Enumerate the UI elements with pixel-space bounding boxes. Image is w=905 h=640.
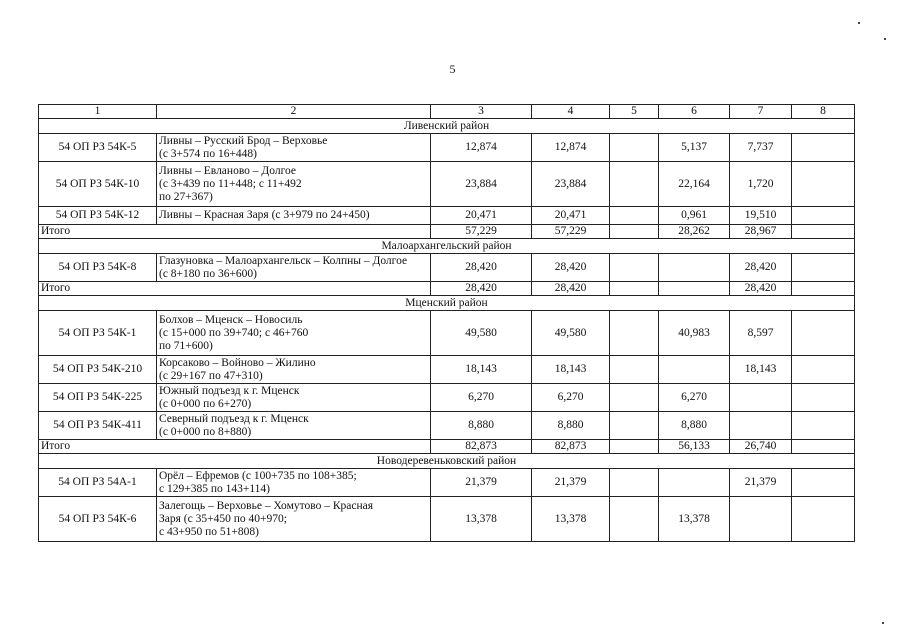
table-row (39, 412, 855, 440)
value-cell: 49,580 (431, 311, 532, 356)
total-value (610, 282, 659, 296)
section-row (39, 119, 855, 134)
road-name-line: Залегощь – Верховье – Хомутово – Красная (159, 499, 373, 512)
road-name (157, 254, 431, 282)
road-name-line: (с 8+180 по 36+600) (159, 267, 258, 280)
value-cell (792, 469, 855, 497)
header-cell: 4 (532, 105, 610, 119)
value-cell (730, 412, 792, 440)
section-row (39, 296, 855, 311)
value-cell (610, 311, 659, 356)
road-name-line: (с 3+574 по 16+448) (159, 147, 258, 160)
value-cell (792, 384, 855, 412)
header-cell: 7 (730, 105, 792, 119)
value-cell (792, 412, 855, 440)
road-name-line: Болхов – Мценск – Новосиль (159, 313, 303, 326)
road-name-line: Заря (с 35+450 по 40+970; (159, 512, 287, 525)
table-row (39, 254, 855, 282)
value-cell: 7,737 (730, 134, 792, 162)
total-value: 28,420 (431, 282, 532, 296)
value-cell (792, 497, 855, 542)
scan-speck (884, 38, 886, 40)
total-row (39, 282, 855, 296)
total-value: 28,967 (730, 225, 792, 239)
value-cell: 13,378 (431, 497, 532, 542)
header-cell: 6 (659, 105, 730, 119)
road-name-line: по 71+600) (159, 339, 213, 352)
value-cell (730, 497, 792, 542)
table-row (39, 311, 855, 356)
value-cell: 8,880 (659, 412, 730, 440)
value-cell (792, 207, 855, 225)
road-name (157, 207, 431, 225)
value-cell: 23,884 (532, 162, 610, 207)
value-cell: 40,983 (659, 311, 730, 356)
road-name-line: Ливны – Русский Брод – Верховье (159, 134, 328, 147)
value-cell: 28,420 (431, 254, 532, 282)
road-code: 54 ОП РЗ 54К-1 (39, 311, 157, 356)
value-cell: 21,379 (431, 469, 532, 497)
road-name-line: Глазуновка – Малоархангельск – Колпны – Долгое (159, 254, 408, 267)
value-cell: 13,378 (532, 497, 610, 542)
road-code: 54 ОП РЗ 54А-1 (39, 469, 157, 497)
road-name-line: по 27+367) (159, 190, 213, 203)
road-code: 54 ОП РЗ 54К-12 (39, 207, 157, 225)
value-cell (610, 254, 659, 282)
road-name-line: (с 15+000 по 39+740; с 46+760 (159, 326, 309, 339)
value-cell (659, 356, 730, 384)
value-cell: 49,580 (532, 311, 610, 356)
total-label: Итого (39, 440, 431, 454)
table-row (39, 356, 855, 384)
road-code: 54 ОП РЗ 54К-411 (39, 412, 157, 440)
road-name (157, 469, 431, 497)
total-value: 57,229 (532, 225, 610, 239)
road-name (157, 311, 431, 356)
road-name (157, 356, 431, 384)
value-cell: 12,874 (431, 134, 532, 162)
header-cell: 1 (39, 105, 157, 119)
value-cell: 8,597 (730, 311, 792, 356)
table-row (39, 207, 855, 225)
value-cell: 6,270 (659, 384, 730, 412)
total-value: 28,420 (532, 282, 610, 296)
value-cell: 1,720 (730, 162, 792, 207)
value-cell: 8,880 (532, 412, 610, 440)
value-cell (792, 356, 855, 384)
total-value: 26,740 (730, 440, 792, 454)
value-cell: 21,379 (730, 469, 792, 497)
value-cell (659, 469, 730, 497)
value-cell: 18,143 (431, 356, 532, 384)
total-value: 82,873 (431, 440, 532, 454)
total-value (659, 282, 730, 296)
road-name (157, 162, 431, 207)
road-name-line: (с 29+167 по 47+310) (159, 369, 263, 382)
value-cell: 22,164 (659, 162, 730, 207)
total-value (792, 440, 855, 454)
table-row (39, 134, 855, 162)
value-cell (792, 254, 855, 282)
value-cell: 18,143 (730, 356, 792, 384)
value-cell: 0,961 (659, 207, 730, 225)
value-cell: 28,420 (730, 254, 792, 282)
value-cell: 23,884 (431, 162, 532, 207)
scan-speck (858, 22, 860, 24)
value-cell: 12,874 (532, 134, 610, 162)
road-name-line: Северный подъезд к г. Мценск (159, 412, 309, 425)
value-cell: 20,471 (431, 207, 532, 225)
section-row (39, 239, 855, 254)
value-cell (792, 311, 855, 356)
total-value: 56,133 (659, 440, 730, 454)
header-cell: 5 (610, 105, 659, 119)
value-cell: 6,270 (431, 384, 532, 412)
value-cell: 19,510 (730, 207, 792, 225)
value-cell (610, 469, 659, 497)
value-cell: 18,143 (532, 356, 610, 384)
total-value (792, 225, 855, 239)
road-name-line: с 43+950 по 51+808) (159, 525, 259, 538)
road-code: 54 ОП РЗ 54К-5 (39, 134, 157, 162)
value-cell: 20,471 (532, 207, 610, 225)
total-value: 28,420 (730, 282, 792, 296)
road-code: 54 ОП РЗ 54К-210 (39, 356, 157, 384)
value-cell (610, 497, 659, 542)
section-title: Новодеревеньковский район (39, 454, 855, 469)
section-row (39, 454, 855, 469)
road-code: 54 ОП РЗ 54К-10 (39, 162, 157, 207)
road-code: 54 ОП РЗ 54К-8 (39, 254, 157, 282)
value-cell: 6,270 (532, 384, 610, 412)
value-cell (610, 162, 659, 207)
header-cell: 2 (157, 105, 431, 119)
total-value: 82,873 (532, 440, 610, 454)
value-cell (659, 254, 730, 282)
page-number: 5 (449, 62, 456, 76)
total-value (610, 440, 659, 454)
section-title: Мценский район (39, 296, 855, 311)
road-name-line: Ливны – Евланово – Долгое (159, 164, 297, 177)
value-cell (610, 356, 659, 384)
value-cell: 21,379 (532, 469, 610, 497)
roads-table (38, 104, 855, 542)
table-row (39, 162, 855, 207)
header-cell: 3 (431, 105, 532, 119)
road-name-line: с 129+385 по 143+114) (159, 482, 271, 495)
table-row (39, 384, 855, 412)
header-row (39, 105, 855, 119)
total-value: 57,229 (431, 225, 532, 239)
road-code: 54 ОП РЗ 54К-6 (39, 497, 157, 542)
table-row (39, 469, 855, 497)
road-name-line: (с 0+000 по 6+270) (159, 397, 252, 410)
value-cell: 5,137 (659, 134, 730, 162)
total-row (39, 225, 855, 239)
road-name-line: Корсаково – Войново – Жилино (159, 356, 316, 369)
scan-speck (882, 622, 884, 624)
road-name-line: Южный подъезд к г. Мценск (159, 384, 300, 397)
road-name (157, 497, 431, 542)
road-name-line: (с 3+439 по 11+448; с 11+492 (159, 177, 302, 190)
value-cell (610, 207, 659, 225)
value-cell: 13,378 (659, 497, 730, 542)
road-code: 54 ОП РЗ 54К-225 (39, 384, 157, 412)
value-cell (792, 134, 855, 162)
total-value: 28,262 (659, 225, 730, 239)
road-name (157, 384, 431, 412)
value-cell (730, 384, 792, 412)
value-cell: 28,420 (532, 254, 610, 282)
total-row (39, 440, 855, 454)
header-cell: 8 (792, 105, 855, 119)
section-title: Ливенский район (39, 119, 855, 134)
value-cell (610, 134, 659, 162)
road-name (157, 134, 431, 162)
road-name (157, 412, 431, 440)
road-name-line: Орёл – Ефремов (с 100+735 по 108+385; (159, 469, 357, 482)
value-cell: 8,880 (431, 412, 532, 440)
table-row (39, 497, 855, 542)
road-name-line: Ливны – Красная Заря (с 3+979 по 24+450) (159, 209, 370, 221)
value-cell (792, 162, 855, 207)
value-cell (610, 412, 659, 440)
total-label: Итого (39, 225, 431, 239)
total-value (610, 225, 659, 239)
total-value (792, 282, 855, 296)
total-label: Итого (39, 282, 431, 296)
road-name-line: (с 0+000 по 8+880) (159, 425, 252, 438)
value-cell (610, 384, 659, 412)
section-title: Малоархангельский район (39, 239, 855, 254)
